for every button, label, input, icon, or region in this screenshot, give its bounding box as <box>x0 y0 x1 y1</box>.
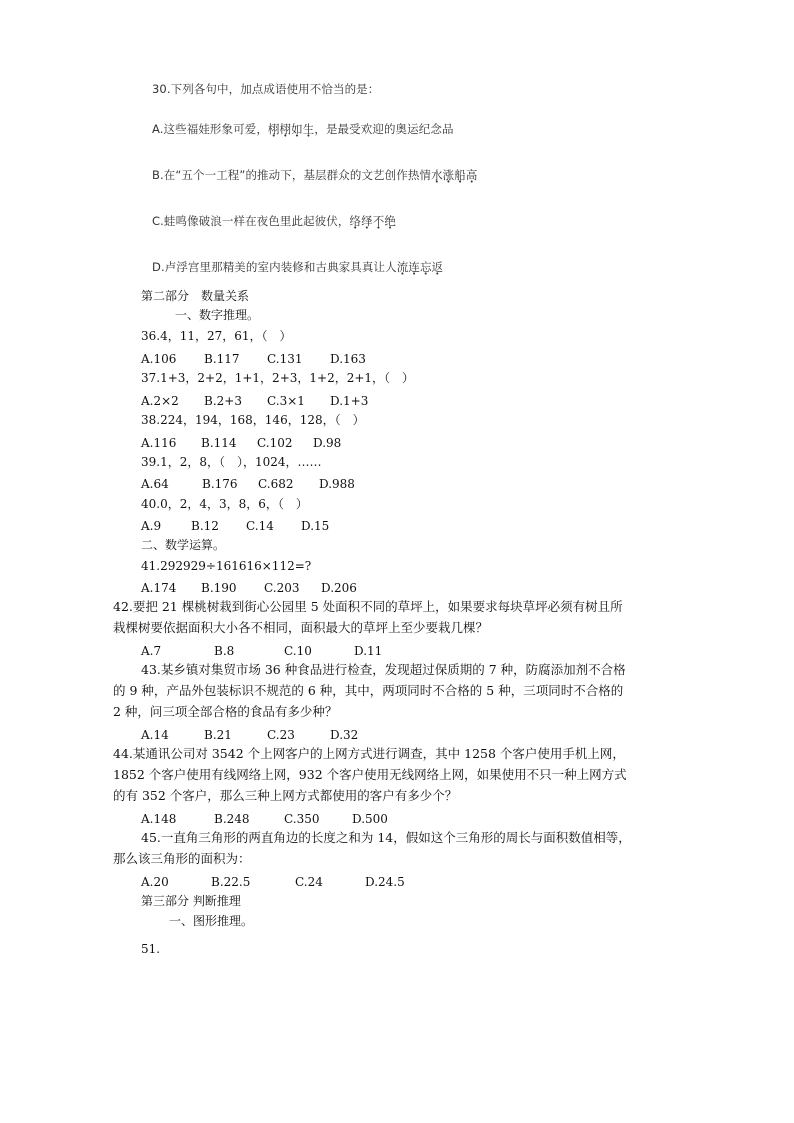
q44-line2: 1852 个客户使用有线网络上网，932 个客户使用无线网络上网，如果使用不只一种上网方式 <box>113 767 627 782</box>
q43-option: A.14 <box>141 728 169 742</box>
q40-options <box>141 518 329 534</box>
q30-option-a <box>152 121 454 137</box>
q44-option: A.148 <box>141 812 177 826</box>
q36-stem: 36.4，11，27，61，（ ） <box>141 329 292 343</box>
emphasis-char: 返 <box>431 260 444 274</box>
q30-a-post: ，是最受欢迎的奥运纪念品 <box>314 122 454 136</box>
part2-sub1: 一、数字推理。 <box>175 308 260 322</box>
q43-line2: 的 9 种，产品外包装标识不规范的 6 种，其中，两项同时不合格的 5 种，三项同时不合格的 <box>113 683 624 698</box>
q30-a-pre: A.这些福娃形象可爱， <box>152 122 268 136</box>
q40-option: C.14 <box>246 519 274 533</box>
q41-option: A.174 <box>141 581 177 595</box>
q44-options <box>141 811 388 827</box>
q45-option: B.22.5 <box>211 875 251 889</box>
q38-option: D.98 <box>313 436 342 450</box>
q37-stem: 37.1+3，2+2，1+1，2+3，1+2，2+1，（ ） <box>141 371 415 385</box>
q43-options <box>141 727 358 743</box>
q36-option: A.106 <box>141 352 177 366</box>
q45-line1: 45.一直角三角形的两直角边的长度之和为 14，假如这个三角形的周长与面积数值相等， <box>141 830 631 845</box>
q38-option: A.116 <box>141 436 177 450</box>
emphasis-char: 栩 <box>279 122 292 136</box>
q51-number: 51. <box>141 942 161 956</box>
q37-option: D.1+3 <box>330 394 369 408</box>
q30-b-idiom <box>431 168 477 182</box>
q42-options <box>141 643 382 659</box>
q36-option: C.131 <box>267 352 303 366</box>
q36-option: D.163 <box>330 352 366 366</box>
q45-option: A.20 <box>141 875 169 889</box>
emphasis-char: 水 <box>431 168 443 182</box>
q45-options <box>141 874 405 890</box>
q44-line1: 44.某通讯公司对 3542 个上网客户的上网方式进行调查，其中 1258 个客户使用手机上网， <box>113 746 625 761</box>
q44-option: B.248 <box>214 812 250 826</box>
q37-option: C.3×1 <box>267 394 305 408</box>
q36-option: B.117 <box>204 352 240 366</box>
q43-line1: 43.某乡镇对集贸市场 36 种食品进行检查，发现超过保质期的 7 种，防腐添加剂不合格 <box>141 662 626 677</box>
emphasis-char: 不 <box>372 214 385 228</box>
q44-option: D.500 <box>352 812 388 826</box>
emphasis-char: 络 <box>349 214 362 228</box>
q41-options <box>141 580 357 596</box>
q40-option: B.12 <box>191 519 219 533</box>
q43-option: C.23 <box>267 728 295 742</box>
q45-option: C.24 <box>295 875 323 889</box>
q37-option: A.2×2 <box>141 394 179 408</box>
emphasis-char: 栩 <box>267 122 280 136</box>
part2-title: 第二部分 数量关系 <box>141 289 250 303</box>
q41-option: D.206 <box>321 581 357 595</box>
emphasis-char: 涨 <box>442 168 455 182</box>
q44-line3: 的有 352 个客户，那么三种上网方式都使用的客户有多少个？ <box>113 788 458 803</box>
q30-c-idiom <box>349 214 395 228</box>
q30-option-d <box>152 259 443 275</box>
q30-b-pre: B.在“五个一工程”的推动下，基层群众的文艺创作热情 <box>152 168 432 182</box>
emphasis-char: 高 <box>465 168 478 182</box>
q45-option: D.24.5 <box>365 875 405 889</box>
q43-option: B.21 <box>204 728 232 742</box>
q39-stem: 39.1，2，8，（ ），1024，…… <box>141 455 322 469</box>
q39-option: A.64 <box>141 477 169 491</box>
q42-line2: 栽棵树要依据面积大小各不相同，面积最大的草坪上至少要栽几棵？ <box>113 620 489 635</box>
q41-option: C.203 <box>264 581 300 595</box>
emphasis-char: 连 <box>408 260 420 274</box>
emphasis-char: 流 <box>396 260 409 274</box>
q37-option: B.2+3 <box>204 394 242 408</box>
q41-stem: 41.292929÷161616×112=? <box>141 559 312 573</box>
emphasis-char: 忘 <box>419 260 432 274</box>
q30-option-c <box>152 213 396 229</box>
emphasis-char: 绝 <box>384 214 396 228</box>
q38-option: B.114 <box>201 436 237 450</box>
emphasis-char: 如 <box>291 122 303 136</box>
q30-d-pre: D.卢浮宫里那精美的室内装修和古典家具真让人 <box>152 260 397 274</box>
emphasis-char: 船 <box>454 168 466 182</box>
q40-option: D.15 <box>301 519 330 533</box>
q41-option: B.190 <box>201 581 237 595</box>
q45-line2: 那么该三角形的面积为： <box>113 851 251 866</box>
part3-title: 第三部分 判断推理 <box>141 894 241 908</box>
q38-options <box>141 435 341 451</box>
q42-option: B.8 <box>214 644 235 658</box>
q43-option: D.32 <box>330 728 359 742</box>
q37-options <box>141 393 368 409</box>
q30-option-b <box>152 167 478 183</box>
q30-a-idiom <box>268 122 314 136</box>
q42-line1: 42.要把 21 棵桃树栽到街心公园里 5 处面积不同的草坪上，如果要求每块草坪必须有树且所 <box>113 599 623 614</box>
emphasis-char: 绎 <box>361 214 373 228</box>
q39-option: B.176 <box>202 477 238 491</box>
q39-option: D.988 <box>319 477 355 491</box>
q30-d-idiom <box>397 260 443 274</box>
q42-option: D.11 <box>354 644 383 658</box>
q40-option: A.9 <box>141 519 162 533</box>
part3-sub1: 一、图形推理。 <box>169 914 254 928</box>
q42-option: A.7 <box>141 644 162 658</box>
q30-c-pre: C.蛙鸣像破浪一样在夜色里此起彼伏， <box>152 214 350 228</box>
q39-option: C.682 <box>258 477 294 491</box>
part2-sub2: 二、数学运算。 <box>141 538 226 552</box>
q39-options <box>141 476 355 492</box>
emphasis-char: 生 <box>302 122 315 136</box>
q30-stem: 30.下列各句中，加点成语使用不恰当的是： <box>152 82 380 96</box>
q38-option: C.102 <box>257 436 293 450</box>
q44-option: C.350 <box>284 812 320 826</box>
q38-stem: 38.224，194，168，146，128，（ ） <box>141 413 365 427</box>
q40-stem: 40.0，2，4，3，8，6，（ ） <box>141 497 308 511</box>
q43-line3: 2 种，问三项全部合格的食品有多少种？ <box>113 704 338 719</box>
q36-options <box>141 351 366 367</box>
q42-option: C.10 <box>284 644 312 658</box>
